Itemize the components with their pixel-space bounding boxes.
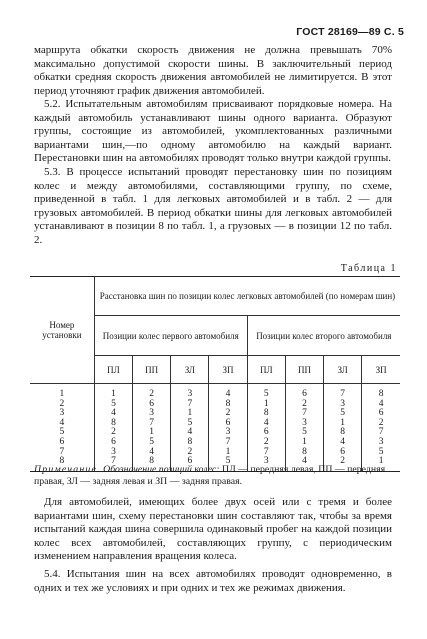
tire-number: 8 [111, 417, 116, 428]
tire-number: 5 [340, 408, 346, 419]
tire-number: 8 [302, 446, 307, 457]
paragraph-after-table: Для автомобилей, имеющих более двух осей или с тремя и более вариантами шин, схему перестановки шин составляют так, чтобы за время испытаний каждая шина совершила одинаковый пробег на каждой позиции колес всех автомобилей, составляющих группу, с периодическим изменением направления вращения колеса. [34, 496, 392, 563]
car2-pp-column [285, 384, 323, 472]
paragraph-5-2: 5.2. Испытательным автомобилям присваивают порядковые номера. На каждый автомобиль устанавливают шины одного варианта. Образуют группы, состоящие из автомобилей, укомплектованных различными вариантами шин,—по одному автомобилю на каждый вариант. Перестановки шин на автомобилях проводят только внутри каждой группы. [34, 98, 392, 165]
tire-number: 6 [187, 456, 193, 467]
subheader-car2-zl: ЗЛ [324, 356, 362, 384]
tire-number: 4 [340, 436, 346, 447]
car1-pp-column [133, 384, 171, 472]
installation-number: 1 [59, 389, 65, 399]
tire-number: 3 [225, 427, 231, 438]
car2-pl-column [247, 384, 285, 472]
tire-number: 8 [149, 456, 155, 467]
page-header: ГОСТ 28169—89 С. 5 [296, 26, 404, 38]
tire-number: 2 [111, 427, 116, 438]
table-caption: Таблица 1 [340, 263, 397, 274]
tire-number: 4 [302, 456, 307, 467]
column-header-car2: Позиции колес второго автомобиля [247, 315, 400, 356]
tire-number: 8 [187, 436, 193, 447]
tire-number: 6 [302, 389, 307, 399]
tire-number: 7 [225, 436, 231, 447]
column-header-span: Расстановка шин по позиции колес легковых автомобилей (по номерам шин) [94, 277, 400, 316]
subheader-car1-pp: ПП [133, 356, 171, 384]
tire-number: 5 [263, 389, 269, 399]
car1-zl-column [171, 384, 209, 472]
tire-number: 3 [111, 446, 116, 457]
tire-number: 5 [187, 417, 193, 428]
tire-number: 4 [187, 427, 193, 438]
tire-number: 6 [225, 417, 231, 428]
tire-number: 5 [302, 427, 307, 438]
note-italic-text: Обозначение позиций колес: [103, 464, 220, 475]
tire-number: 4 [225, 389, 231, 399]
tire-number: 5 [225, 456, 231, 467]
tire-number: 7 [340, 389, 346, 399]
car1-pl-column [94, 384, 132, 472]
subheader-car2-zp: ЗП [362, 356, 400, 384]
tire-number: 2 [378, 417, 384, 428]
tire-number: 1 [302, 436, 307, 447]
installation-number: 8 [59, 456, 65, 467]
installation-number: 2 [59, 398, 65, 409]
column-header-installation: Номер установки [30, 277, 94, 384]
tire-number: 6 [378, 408, 384, 419]
installation-number: 5 [59, 427, 65, 438]
tire-number: 2 [187, 446, 193, 457]
car2-zp-column [362, 384, 400, 472]
installation-number: 4 [59, 417, 65, 428]
subheader-car1-zp: ЗП [209, 356, 247, 384]
tire-number: 3 [340, 398, 346, 409]
tire-number: 3 [263, 456, 269, 467]
tire-number: 8 [378, 389, 384, 399]
tire-number: 3 [378, 436, 384, 447]
tire-number: 6 [149, 398, 155, 409]
tire-number: 7 [263, 446, 269, 457]
tire-number: 4 [111, 408, 116, 419]
tire-number: 1 [263, 398, 269, 409]
subheader-car1-zl: ЗЛ [171, 356, 209, 384]
tire-number: 8 [340, 427, 346, 438]
tire-number: 8 [225, 398, 231, 409]
tire-number: 4 [263, 417, 269, 428]
tire-number: 7 [187, 398, 193, 409]
tire-number: 7 [111, 456, 116, 467]
tire-number: 4 [378, 398, 384, 409]
tire-number: 1 [149, 427, 155, 438]
installation-number: 3 [59, 408, 65, 419]
note-label: Примечание. [34, 464, 101, 475]
installation-column [30, 384, 94, 472]
tire-number: 8 [263, 408, 269, 419]
installation-number: 7 [59, 446, 65, 457]
tire-number: 7 [378, 427, 384, 438]
installation-number: 6 [59, 436, 65, 447]
tire-number: 7 [149, 417, 155, 428]
tire-number: 2 [225, 408, 231, 419]
subheader-car1-pl: ПЛ [94, 356, 132, 384]
tire-number: 5 [111, 398, 116, 409]
tire-number: 3 [302, 417, 307, 428]
tire-number: 1 [187, 408, 193, 419]
subheader-car2-pl: ПЛ [247, 356, 285, 384]
tire-number: 3 [187, 389, 193, 399]
tire-number: 1 [378, 456, 384, 467]
paragraph-5-3: 5.3. В процессе испытаний проводят перестановку шин по позициям колес и между автомобилями, составляющими группу, по схеме, приведенной в табл. 1 для легковых автомобилей и в табл. 2 — для грузовых автомобилей. В период обкатки шины для легковых автомобилей устанавливают в позиции 8 по табл. 1, а грузовых — в позиции 12 по табл. 2. [34, 166, 392, 246]
tire-number: 1 [340, 417, 346, 428]
tire-number: 7 [302, 408, 307, 419]
tire-rotation-table [30, 276, 400, 472]
tire-number: 3 [149, 408, 155, 419]
table-body-row [30, 384, 400, 472]
tire-number: 2 [340, 456, 346, 467]
paragraph-intro: маршрута обкатки скорость движения не должна превышать 70% максимально допустимой скорости шины. В заключительный период обкатки средняя скорость движения автомобилей не лимитируется. В этот период уточняют график движения автомобилей. [34, 44, 392, 97]
paragraph-5-4: 5.4. Испытания шин на всех автомобилях проводят одновременно, в одних и тех же условиях и при одних и тех же режимах движения. [34, 568, 392, 594]
tire-number: 6 [263, 427, 269, 438]
car1-zp-column [209, 384, 247, 472]
car2-zl-column [324, 384, 362, 472]
note-text: ПЛ — передняя левая, ПП — передняя правая, ЗЛ — задняя левая и ЗП — задняя правая. [34, 464, 386, 487]
tire-number: 6 [340, 446, 346, 457]
tire-number: 2 [302, 398, 307, 409]
tire-number: 5 [149, 436, 155, 447]
table-note [34, 464, 394, 488]
tire-number: 4 [149, 446, 155, 457]
tire-number: 2 [149, 389, 155, 399]
tire-number: 1 [225, 446, 231, 457]
tire-number: 2 [263, 436, 269, 447]
subheader-car2-pp: ПП [285, 356, 323, 384]
tire-number: 6 [111, 436, 116, 447]
tire-number: 5 [378, 446, 384, 457]
tire-number: 1 [111, 389, 116, 399]
column-header-car1: Позиции колес первого автомобиля [94, 315, 247, 356]
